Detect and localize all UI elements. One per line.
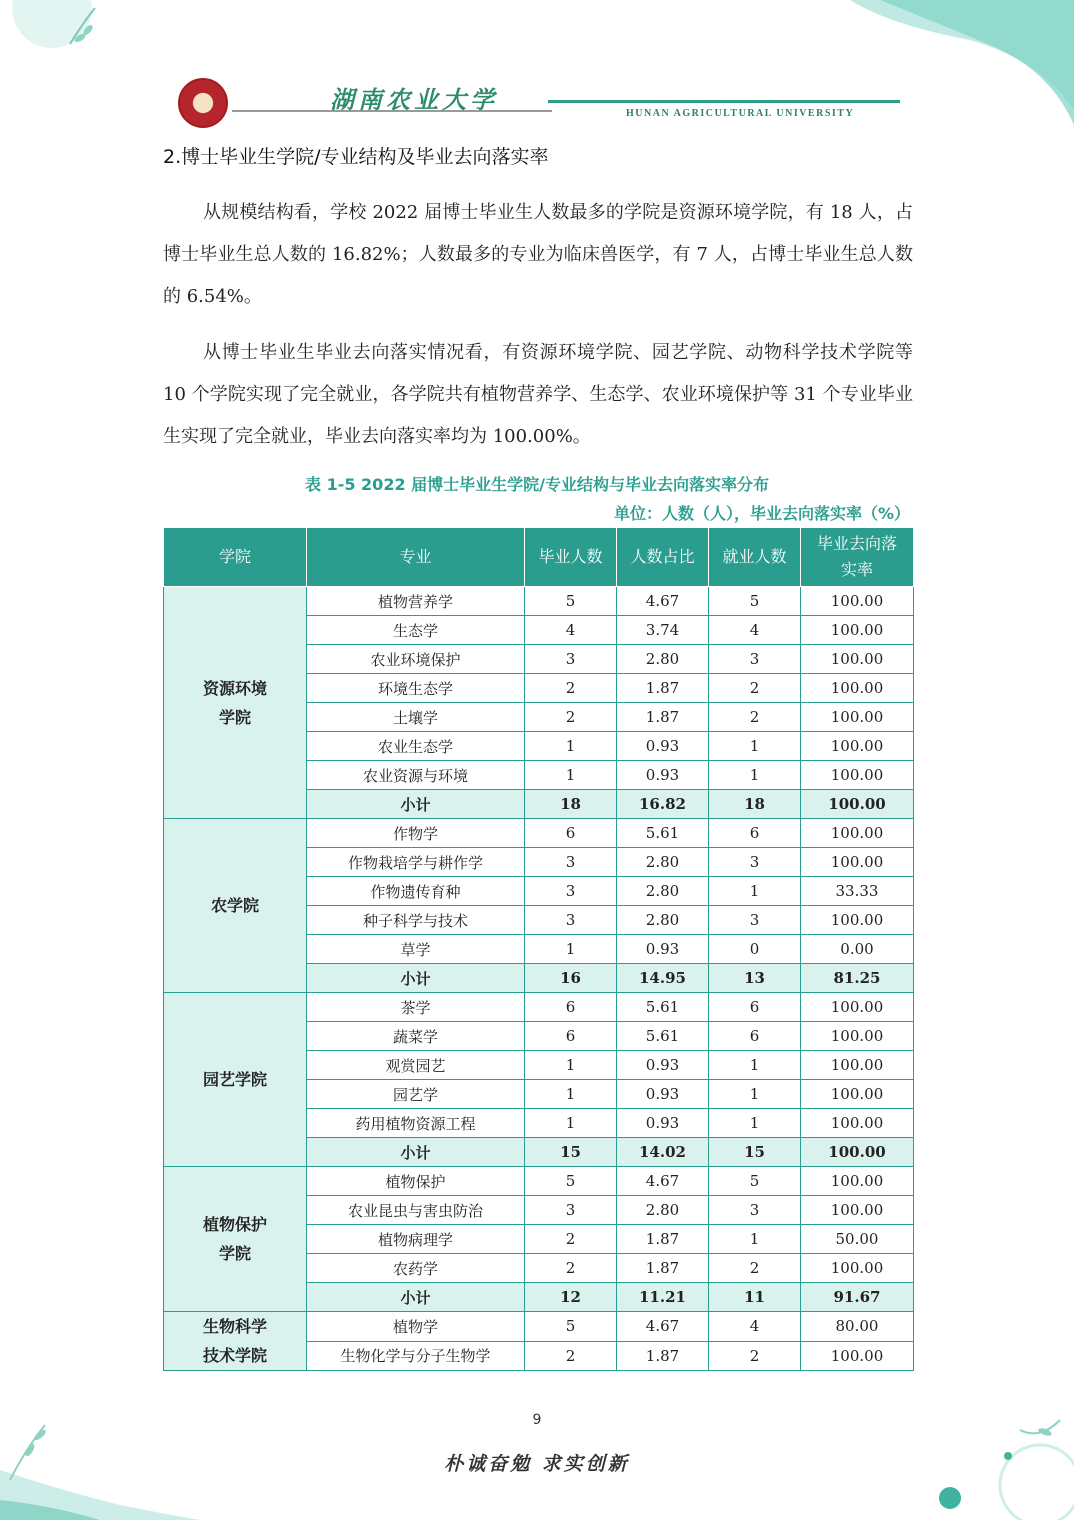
cell-college: 农学院	[164, 819, 307, 993]
cell-graduates: 3	[525, 848, 617, 877]
cell-major: 蔬菜学	[307, 1022, 525, 1051]
cell-share: 16.82	[617, 790, 709, 819]
cell-major: 生物化学与分子生物学	[307, 1341, 525, 1371]
table-body	[164, 587, 914, 1371]
cell-employed: 11	[709, 1283, 801, 1312]
cell-major: 植物营养学	[307, 587, 525, 616]
cell-employed: 1	[709, 1109, 801, 1138]
cell-share: 4.67	[617, 587, 709, 616]
cell-employed: 1	[709, 1051, 801, 1080]
cell-graduates: 12	[525, 1283, 617, 1312]
cell-employed: 1	[709, 1225, 801, 1254]
table-unit-note: 单位：人数（人），毕业去向落实率（%）	[613, 504, 910, 523]
cell-major: 农业资源与环境	[307, 761, 525, 790]
cell-rate: 100.00	[801, 1138, 914, 1167]
cell-rate: 100.00	[801, 1341, 914, 1371]
cell-college: 园艺学院	[164, 993, 307, 1167]
cell-employed: 5	[709, 587, 801, 616]
cell-graduates: 5	[525, 587, 617, 616]
cell-graduates: 3	[525, 645, 617, 674]
cell-rate: 100.00	[801, 1109, 914, 1138]
cell-rate: 100.00	[801, 616, 914, 645]
cell-employed: 2	[709, 703, 801, 732]
page-number: 9	[532, 1412, 542, 1428]
top-right-wave-decoration	[850, 0, 1074, 130]
cell-share: 5.61	[617, 819, 709, 848]
cell-rate: 100.00	[801, 1080, 914, 1109]
cell-employed: 5	[709, 1167, 801, 1196]
header-divider-right	[548, 100, 900, 103]
cell-employed: 1	[709, 877, 801, 906]
cell-graduates: 15	[525, 1138, 617, 1167]
cell-share: 0.93	[617, 1051, 709, 1080]
cell-major: 植物学	[307, 1312, 525, 1342]
cell-graduates: 1	[525, 935, 617, 964]
cell-graduates: 2	[525, 1341, 617, 1371]
cell-employed: 3	[709, 848, 801, 877]
cell-share: 11.21	[617, 1283, 709, 1312]
cell-share: 5.61	[617, 1022, 709, 1051]
cell-employed: 6	[709, 993, 801, 1022]
cell-employed: 15	[709, 1138, 801, 1167]
cell-major: 园艺学	[307, 1080, 525, 1109]
university-name-en: HUNAN AGRICULTURAL UNIVERSITY	[626, 108, 855, 119]
header-placement-rate: 毕业去向落实率	[801, 528, 914, 587]
cell-rate: 33.33	[801, 877, 914, 906]
cell-graduates: 3	[525, 877, 617, 906]
cell-major: 生态学	[307, 616, 525, 645]
cell-graduates: 2	[525, 1254, 617, 1283]
university-motto: 朴诚奋勉 求实创新	[444, 1453, 630, 1475]
university-name-cn: 湖南农业大学	[330, 85, 498, 114]
cell-rate: 100.00	[801, 819, 914, 848]
cell-major: 作物遗传育种	[307, 877, 525, 906]
cell-rate: 100.00	[801, 761, 914, 790]
cell-major: 作物学	[307, 819, 525, 848]
cell-share: 14.02	[617, 1138, 709, 1167]
header-share: 人数占比	[617, 528, 709, 587]
cell-graduates: 2	[525, 703, 617, 732]
cell-share: 14.95	[617, 964, 709, 993]
cell-major: 农业昆虫与害虫防治	[307, 1196, 525, 1225]
cell-college: 资源环境学院	[164, 587, 307, 819]
table-row	[164, 1312, 914, 1342]
cell-major: 农药学	[307, 1254, 525, 1283]
cell-share: 1.87	[617, 1225, 709, 1254]
cell-employed: 3	[709, 906, 801, 935]
cell-graduates: 5	[525, 1312, 617, 1342]
cell-graduates: 3	[525, 906, 617, 935]
cell-major: 环境生态学	[307, 674, 525, 703]
cell-share: 3.74	[617, 616, 709, 645]
cell-employed: 3	[709, 1196, 801, 1225]
cell-major: 农业生态学	[307, 732, 525, 761]
header-college: 学院	[164, 528, 307, 587]
header-employed: 就业人数	[709, 528, 801, 587]
cell-share: 1.87	[617, 703, 709, 732]
paragraph-scale: 从规模结构看，学校 2022 届博士毕业生人数最多的学院是资源环境学院，有 18 人，占博士毕业生总人数的 16.82%；人数最多的专业为临床兽医学，有 7 人，占博士毕业生总人数的 6.54%。	[163, 202, 913, 307]
header-graduates: 毕业人数	[525, 528, 617, 587]
cell-employed: 4	[709, 616, 801, 645]
cell-graduates: 2	[525, 1225, 617, 1254]
cell-share: 0.93	[617, 761, 709, 790]
cell-share: 2.80	[617, 1196, 709, 1225]
cell-graduates: 6	[525, 1022, 617, 1051]
cell-employed: 18	[709, 790, 801, 819]
cell-rate: 100.00	[801, 732, 914, 761]
cell-major: 植物保护	[307, 1167, 525, 1196]
cell-rate: 100.00	[801, 645, 914, 674]
cell-major: 小计	[307, 1138, 525, 1167]
cell-major: 植物病理学	[307, 1225, 525, 1254]
cell-employed: 13	[709, 964, 801, 993]
cell-major: 药用植物资源工程	[307, 1109, 525, 1138]
cell-graduates: 3	[525, 1196, 617, 1225]
cell-share: 1.87	[617, 1254, 709, 1283]
cell-major: 茶学	[307, 993, 525, 1022]
top-left-leaf-decoration	[0, 0, 140, 60]
table-row	[164, 587, 914, 616]
cell-employed: 6	[709, 1022, 801, 1051]
cell-rate: 100.00	[801, 1167, 914, 1196]
table-row	[164, 993, 914, 1022]
cell-share: 2.80	[617, 848, 709, 877]
university-seal-logo	[178, 78, 228, 128]
cell-share: 5.61	[617, 993, 709, 1022]
cell-major: 草学	[307, 935, 525, 964]
cell-employed: 4	[709, 1312, 801, 1342]
cell-share: 1.87	[617, 674, 709, 703]
cell-employed: 2	[709, 1254, 801, 1283]
cell-employed: 1	[709, 732, 801, 761]
cell-graduates: 4	[525, 616, 617, 645]
cell-rate: 100.00	[801, 790, 914, 819]
cell-college: 生物科学技术学院	[164, 1312, 307, 1371]
cell-share: 2.80	[617, 906, 709, 935]
cell-share: 4.67	[617, 1167, 709, 1196]
cell-rate: 81.25	[801, 964, 914, 993]
cell-rate: 80.00	[801, 1312, 914, 1342]
cell-share: 0.93	[617, 935, 709, 964]
cell-share: 2.80	[617, 877, 709, 906]
cell-major: 农业环境保护	[307, 645, 525, 674]
cell-rate: 91.67	[801, 1283, 914, 1312]
cell-rate: 50.00	[801, 1225, 914, 1254]
cell-graduates: 1	[525, 732, 617, 761]
header-major: 专业	[307, 528, 525, 587]
cell-rate: 100.00	[801, 587, 914, 616]
cell-graduates: 6	[525, 993, 617, 1022]
cell-major: 土壤学	[307, 703, 525, 732]
paragraph-employment: 从博士毕业生毕业去向落实情况看，有资源环境学院、园艺学院、动物科学技术学院等 10 个学院实现了完全就业，各学院共有植物营养学、生态学、农业环境保护等 31 个专业毕业生实现了完全就业，毕业去向落实率均为 100.00%。	[163, 342, 913, 447]
cell-graduates: 18	[525, 790, 617, 819]
cell-share: 4.67	[617, 1312, 709, 1342]
section-title: 2.博士毕业生学院/专业结构及毕业去向落实率	[163, 146, 549, 168]
cell-employed: 1	[709, 1080, 801, 1109]
cell-graduates: 1	[525, 1109, 617, 1138]
cell-major: 小计	[307, 964, 525, 993]
cell-rate: 100.00	[801, 1051, 914, 1080]
table-row	[164, 819, 914, 848]
cell-major: 种子科学与技术	[307, 906, 525, 935]
cell-rate: 100.00	[801, 906, 914, 935]
cell-rate: 0.00	[801, 935, 914, 964]
cell-share: 2.80	[617, 645, 709, 674]
table-header-row	[164, 528, 914, 587]
cell-share: 1.87	[617, 1341, 709, 1371]
cell-graduates: 6	[525, 819, 617, 848]
cell-major: 小计	[307, 790, 525, 819]
cell-employed: 2	[709, 674, 801, 703]
cell-graduates: 1	[525, 1080, 617, 1109]
cell-major: 小计	[307, 1283, 525, 1312]
cell-rate: 100.00	[801, 1254, 914, 1283]
cell-rate: 100.00	[801, 993, 914, 1022]
cell-rate: 100.00	[801, 848, 914, 877]
cell-rate: 100.00	[801, 1022, 914, 1051]
cell-major: 观赏园艺	[307, 1051, 525, 1080]
cell-graduates: 2	[525, 674, 617, 703]
cell-graduates: 1	[525, 1051, 617, 1080]
cell-graduates: 1	[525, 761, 617, 790]
table-caption: 表 1-5 2022 届博士毕业生学院/专业结构与毕业去向落实率分布	[305, 475, 769, 494]
cell-share: 0.93	[617, 732, 709, 761]
cell-employed: 6	[709, 819, 801, 848]
graduate-structure-table	[163, 527, 914, 1371]
cell-share: 0.93	[617, 1080, 709, 1109]
cell-rate: 100.00	[801, 1196, 914, 1225]
cell-rate: 100.00	[801, 674, 914, 703]
cell-college: 植物保护学院	[164, 1167, 307, 1312]
cell-graduates: 5	[525, 1167, 617, 1196]
cell-employed: 1	[709, 761, 801, 790]
cell-rate: 100.00	[801, 703, 914, 732]
cell-share: 0.93	[617, 1109, 709, 1138]
cell-employed: 3	[709, 645, 801, 674]
cell-graduates: 16	[525, 964, 617, 993]
table-row	[164, 1167, 914, 1196]
cell-major: 作物栽培学与耕作学	[307, 848, 525, 877]
cell-employed: 2	[709, 1341, 801, 1371]
cell-employed: 0	[709, 935, 801, 964]
